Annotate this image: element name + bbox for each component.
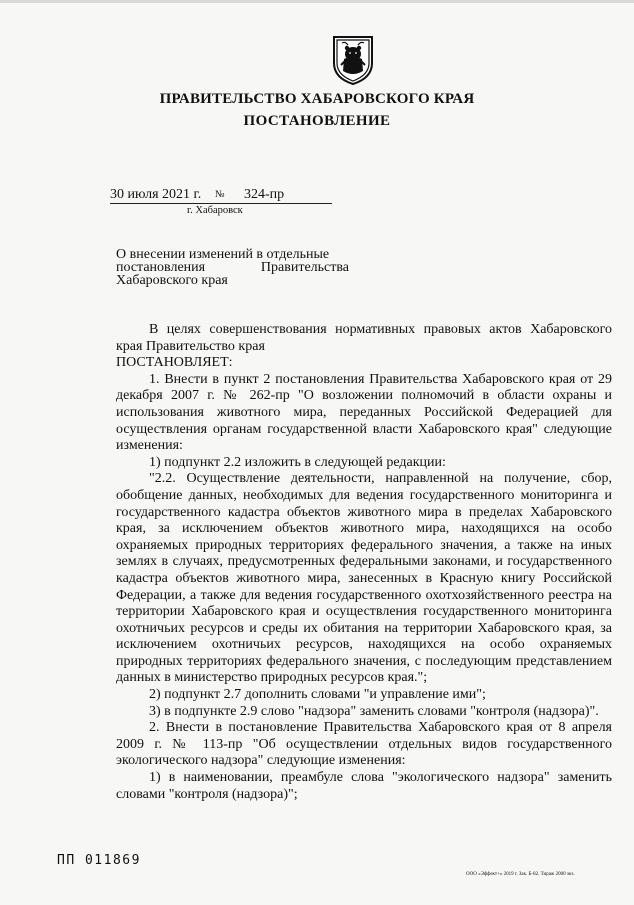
organization-title: ПРАВИТЕЛЬСТВО ХАБАРОВСКОГО КРАЯ [159,91,475,107]
body-paragraph-quote: "2.2. Осуществление деятельности, направленной на получение, сбор, обобщение данных, необходимых для ведения государственного мониторинга и государственного кадастра объектов животного мира в пределах Хабаровского края, за исключением объектов животного мира, находящихся на особо охраняемых природных территориях федерального значения, а также на иных землях в случаях, предусмотренных федеральными законами, и государственного кадастра объектов животного мира, занесенных в Красную книгу Российской Федерации, а также для ведения государственного охотхозяйственного реестра на территории Хабаровского края и осуществления государственного мониторинга охотничьих ресурсов и среды их обитания на территории Хабаровского края, за исключением охотничьих ресурсов, находящихся на особо охраняемых природных территориях федерального значения, с последующим представлением данных в министерство природных ресурсов края."; [116,471,612,686]
document-subject [116,248,349,287]
scan-edge [0,0,634,3]
date-number-underline [110,203,332,204]
form-serial-number: ПП 011869 [57,853,141,868]
body-paragraph-decree: ПОСТАНОВЛЯЕТ: [116,355,233,371]
document-city: г. Хабаровск [187,205,243,216]
body-paragraph-item-2-sub-1: 1) в наименовании, преамбуле слова "экологического надзора" заменить словами "контроля (надзора)"; [116,770,612,802]
number-sign: № [215,189,225,200]
subject-line-1: О внесении изменений в отдельные [116,247,330,262]
body-paragraph-subitem-2: 2) подпункт 2.7 дополнить словами "и управление ими"; [149,687,486,703]
printer-imprint: ООО «Эффект+» 2019 г. Зак. Б-82. Тираж 2000 экз. [466,872,575,877]
coat-of-arms-icon [331,35,375,85]
body-paragraph-subitem-1: 1) подпункт 2.2 изложить в следующей редакции: [149,454,446,470]
document-body [116,322,612,803]
body-paragraph-preamble: В целях совершенствования нормативных правовых актов Хабаровского края Правительство края [116,322,612,354]
body-paragraph-subitem-3: 3) в подпункте 2.9 слово "надзора" заменить словами "контроля (надзора)". [149,703,599,719]
body-paragraph-item-2: 2. Внести в постановление Правительства Хабаровского края от 8 апреля 2009 г. № 113-пр "Об осуществлении отдельных видов государственного экологического надзора" следующие изменения: [116,720,612,769]
document-number: 324-пр [244,187,285,202]
subject-line-3: Хабаровского края [116,273,228,288]
subject-line-2: постановления Правительства [116,260,349,275]
document-date: 30 июля 2021 г. [110,187,202,202]
document-type: ПОСТАНОВЛЕНИЕ [243,113,391,129]
body-paragraph-item-1: 1. Внести в пункт 2 постановления Правительства Хабаровского края от 29 декабря 2007 г. № 262-пр "О возложении полномочий в области охраны и использования животного мира, переданных Российской Федерацией для осуществления органам государственной власти Хабаровского края" следующие изменения: [116,371,612,454]
